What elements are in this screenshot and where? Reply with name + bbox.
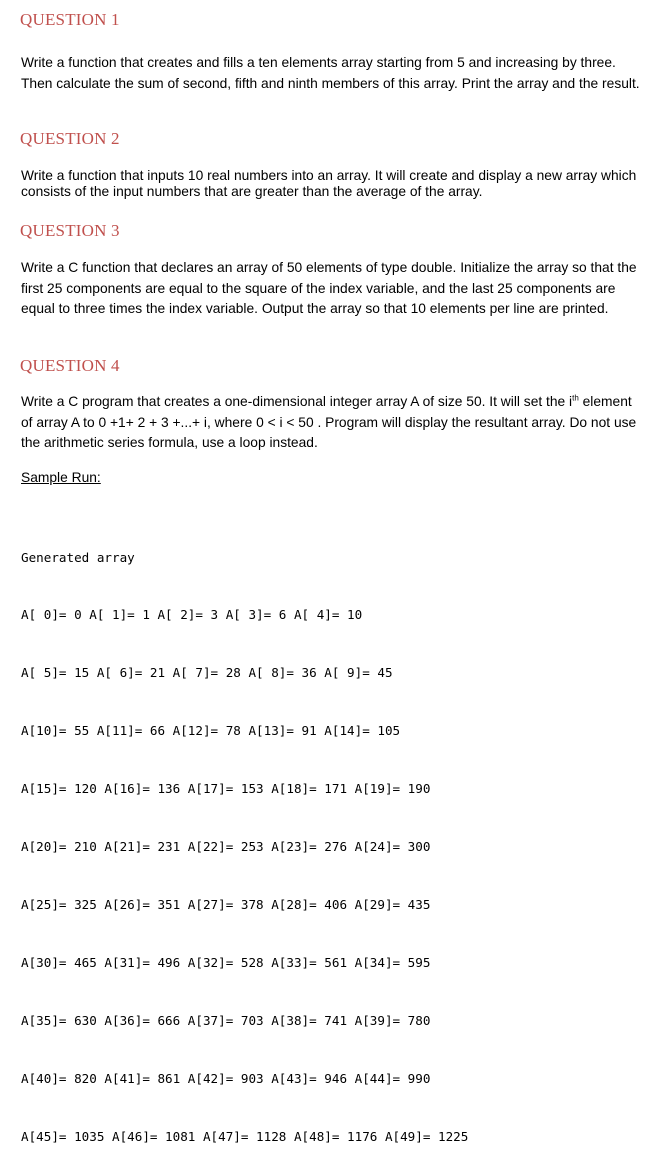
sample-output-line: A[10]= 55 A[11]= 66 A[12]= 78 A[13]= 91 A[14]= 105	[21, 723, 401, 739]
question-4-heading: QUESTION 4	[20, 356, 120, 375]
sample-run-label: Sample Run:	[21, 470, 101, 485]
sample-output-line: A[20]= 210 A[21]= 231 A[22]= 253 A[23]= 276 A[24]= 300	[21, 839, 431, 855]
question-2-text: Write a function that inputs 10 real numbers into an array. It will create and display a new array which consists of the input numbers that are greater than the average of the array.	[21, 168, 637, 199]
question-4-text	[21, 392, 641, 454]
superscript-th: th	[572, 393, 579, 403]
sample-output-line: A[ 0]= 0 A[ 1]= 1 A[ 2]= 3 A[ 3]= 6 A[ 4]= 10	[21, 607, 363, 623]
sample-output-line: A[ 5]= 15 A[ 6]= 21 A[ 7]= 28 A[ 8]= 36 A[ 9]= 45	[21, 665, 393, 681]
question-3-heading: QUESTION 3	[20, 221, 120, 240]
sample-output-line: A[40]= 820 A[41]= 861 A[42]= 903 A[43]= 946 A[44]= 990	[21, 1070, 431, 1086]
sample-output-line: Generated array	[21, 549, 135, 565]
sample-output-line: A[45]= 1035 A[46]= 1081 A[47]= 1128 A[48]= 1176 A[49]= 1225	[21, 1128, 469, 1144]
sample-output-block	[21, 509, 468, 1165]
question-2-heading: QUESTION 2	[20, 129, 120, 148]
sample-output-line: A[25]= 325 A[26]= 351 A[27]= 378 A[28]= 406 A[29]= 435	[21, 896, 431, 912]
question-4-text-part-a: Write a C program that creates a one-dimensional integer array A of size 50. It will set the i	[21, 394, 573, 409]
sample-output-line: A[30]= 465 A[31]= 496 A[32]= 528 A[33]= 561 A[34]= 595	[21, 954, 431, 970]
question-4-text-part-b: element of array A to 0 +1+ 2 + 3 +...+ i, where 0 < i < 50 . Program will display the resultant array. Do not use the arithmetic series formula, use a loop instead.	[21, 394, 637, 450]
question-1-heading: QUESTION 1	[20, 10, 120, 29]
sample-output-line: A[15]= 120 A[16]= 136 A[17]= 153 A[18]= 171 A[19]= 190	[21, 781, 431, 797]
sample-output-line: A[35]= 630 A[36]= 666 A[37]= 703 A[38]= 741 A[39]= 780	[21, 1012, 431, 1028]
question-1-text: Write a function that creates and fills a ten elements array starting from 5 and increasing by three. Then calculate the sum of second, fifth and ninth members of this array. Print the array and the result.	[21, 55, 640, 91]
question-3-text: Write a C function that declares an array of 50 elements of type double. Initialize the array so that the first 25 components are equal to the square of the index variable, and the last 25 components are equal to three times the index variable. Output the array so that 10 elements per line are printed.	[21, 260, 637, 316]
